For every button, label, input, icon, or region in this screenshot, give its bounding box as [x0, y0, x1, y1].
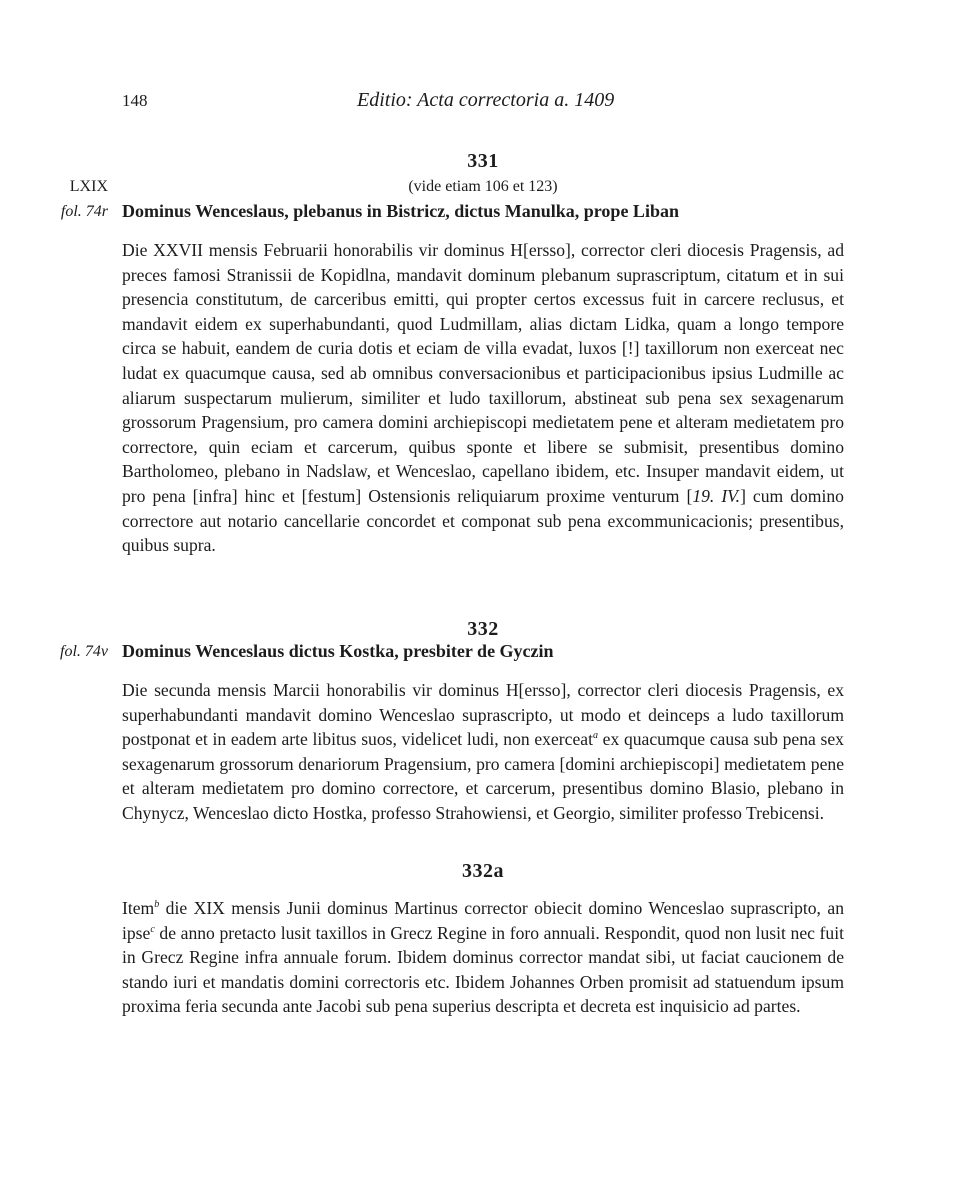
entry-number-332: 332 — [467, 618, 499, 640]
entry-text-332: Die secunda mensis Marcii honorabilis vir dominus H[ersso], corrector cleri diocesis Pragensis, ex superhabundanti mandavit domino Wenceslao suprascripto, ut modo et deinceps a ludo taxillorum postponat et in eadem arte libitus suos, videlicet ludi, non exerceat$^a$ ex quacumque causa sub pena sex sexagenarum grossorum denariorum Pragensium, pro camera [domini archiepiscopi] medietatem pene et alteram medietatem pro domino correctore, et carcerum, presentibus domino Blasio, plebano in Chynycz, Wenceslao dicto Hostka, professo Strahowiensi, et Georgio, similiter professo Trebicensi. — [122, 680, 844, 823]
entry-text-331: Die XXVII mensis Februarii honorabilis vir dominus H[ersso], corrector cleri diocesis Pragensis, ad preces famosi Stranissii de Kopidlna, mandavit dominum plebanum suprascriptum, citatum et in sui presencia constitutum, de carceribus emitti, qui propter certos excessus fuit in carcere reclusus, et mandavit eidem ex superhabundanti, quod Ludmillam, alias dictam Lidka, quam a longo tempore circa se habuit, eandem de curia dotis et eciam de villa evadat, luxos [!] taxillorum non exerceat nec ludat ex quacumque causa, sed ab omnibus conversacionibus et participacionibus ipsius Ludmille ac aliarum suspectarum mulierum, similiter et ludo taxillorum, abstineat sub pena sex sexagenarum grossorum Pragensium, pro camera domini archiepiscopi medietatem pene et alteram medietatem pro correctore, quin eciam et carcerum, quibus sponte et libere se submisit, presentibus domino Bartholomeo, plebano in Nadslaw, et Wenceslao, capellano ibidem, etc. Insuper mandavit eidem, ut pro pena [infra] hinc et [festum] Ostensionis reliquiarum proxime venturum [19. IV.] cum domino correctore aut notario cancellarie concordet et componat sub pena excommunicacionis; presentibus, quibus supra. — [122, 240, 844, 556]
entry-text-332a: Item$^b$ die XIX mensis Junii dominus Martinus corrector obiecit domino Wenceslao suprascripto, an ipse$^c$ de anno pretacto lusit taxillos in Grecz Regine in foro annuali. Respondit, quod non lusit nec fuit in Grecz Regine infra annuale forum. Ibidem dominus corrector mandat sibi, ut faciat caucionem de stando iuri et mandatis domini correctoris etc. Ibidem Johannes Orben promisit ad statuendum ipsum proxima feria secunda ante Jacobi sub pena superius descripta et decreta est inquisicio ad partes. — [122, 898, 844, 1017]
folio-74r: fol. 74r — [60, 203, 108, 220]
running-title: Editio: Acta correctoria a. 1409 — [357, 89, 615, 111]
entry-heading-331: Dominus Wenceslaus, plebanus in Bistricz, dictus Manulka, prope Liban — [122, 201, 679, 221]
footnote-marker-a: a — [592, 730, 598, 742]
entry-subnote: (vide etiam 106 et 123) — [408, 178, 558, 195]
entry-heading-332: Dominus Wenceslaus dictus Kostka, presbiter de Gyczin — [122, 641, 554, 661]
footnote-marker-b: b — [154, 899, 160, 911]
entry-number-331: 331 — [467, 150, 499, 172]
footnote-marker-c: c — [150, 923, 155, 935]
entry-number-332a: 332a — [462, 860, 504, 882]
page-number: 148 — [122, 91, 148, 110]
folio-74v: fol. 74v — [60, 643, 108, 660]
margin-ref-lxix: LXIX — [69, 178, 108, 195]
